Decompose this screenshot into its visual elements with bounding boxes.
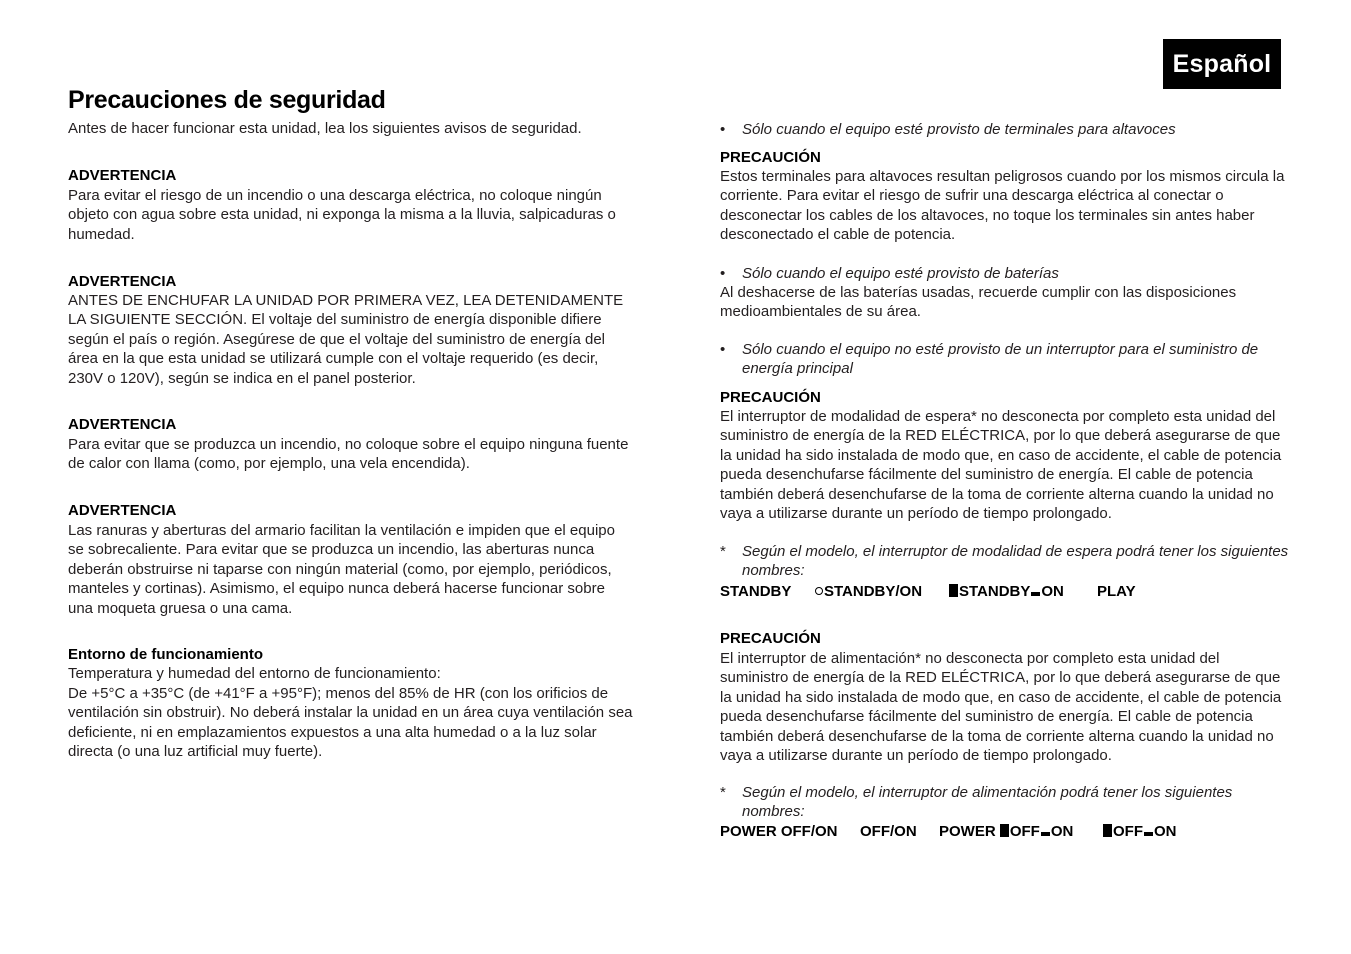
release-bar-icon bbox=[1031, 592, 1040, 596]
caution-body-1: Estos terminales para altavoces resultan peligrosos cuando por los mismos circula la corriente. Para evitar el riesgo de sufrir una descarga eléctrica al conectar o desconectar los cables de los altavoces, no toque los terminales sin antes haber desconectado el cable de potencia. bbox=[720, 168, 1285, 244]
label-off-on: OFF/ON bbox=[860, 823, 917, 840]
intro-text: Antes de hacer funcionar esta unidad, lea los siguientes avisos de seguridad. bbox=[68, 120, 582, 137]
environment-body: De +5°C a +35°C (de +41°F a +95°F); menos del 85% de HR (con los orificios de ventilación sin obstruir). No deberá instalar la unidad en un área cuya ventilación sea deficiente, ni en emplazamientos expuestos a una alta humedad o a la luz solar directa (o una luz artificial muy fuerte). bbox=[68, 685, 633, 761]
caution-body-3: El interruptor de alimentación* no desconecta por completo esta unidad del suministro de energía de la RED ELÉCTRICA, por lo que deberá asegurarse de que la unidad ha sido instalada de modo que, en caso de accidente, el cable de potencia pueda desenchufarse fácilmente del suministro de energía. El cable de potencia también deberá desenchufarse de la toma de corriente alterna cuando la unidad no vaya a utilizarse durante un período de tiempo prolongado. bbox=[720, 650, 1282, 765]
warning-body-3: Para evitar que se produzca un incendio, no coloque sobre el equipo ninguna fuente de calor con llama (como, por ejemplo, una vela encendida). bbox=[68, 436, 629, 473]
warning-heading-1: ADVERTENCIA bbox=[68, 167, 177, 184]
environment-intro: Temperatura y humedad del entorno de funcionamiento: bbox=[68, 665, 441, 682]
push-block-icon bbox=[1000, 824, 1009, 837]
warning-body-1: Para evitar el riesgo de un incendio o una descarga eléctrica, no coloque ningún objeto con agua sobre esta unidad, ni exponga la misma a la lluvia, salpicaduras o humedad. bbox=[68, 187, 616, 243]
asterisk-mark: * bbox=[720, 543, 726, 560]
environment-heading: Entorno de funcionamiento bbox=[68, 646, 263, 663]
warning-body-2: ANTES DE ENCHUFAR LA UNIDAD POR PRIMERA VEZ, LEA DETENIDAMENTE LA SIGUIENTE SECCIÓN. El voltaje del suministro de energía disponible difiere según el país o región. Asegúrese de que el voltaje del suministro de energía del área en la que esta unidad se utilizará cumple con el voltaje requerido (es decir, 230V o 120V), según se indica en el panel posterior. bbox=[68, 292, 624, 387]
note-speaker-terminals: • Sólo cuando el equipo esté provisto de terminales para altavoces bbox=[720, 121, 1176, 138]
label-standby-on-circle: STANDBY/ON bbox=[815, 582, 922, 601]
release-bar-icon bbox=[1041, 832, 1050, 836]
label-standby-block-on: STANDBY ON bbox=[949, 582, 1064, 601]
footnote-power: * Según el modelo, el interruptor de alimentación podrá tener los siguientes nombres: bbox=[720, 784, 1233, 821]
warning-heading-2: ADVERTENCIA bbox=[68, 273, 177, 290]
warning-heading-4: ADVERTENCIA bbox=[68, 502, 177, 519]
release-bar-icon bbox=[1144, 832, 1153, 836]
label-power-off-on: POWER OFF/ON bbox=[720, 823, 838, 840]
warning-body-4: Las ranuras y aberturas del armario facilitan la ventilación e impiden que el equipo se sobrecaliente. Para evitar que se produzca un incendio, las aberturas nunca deberán obstruirse ni taparse con ningún material (como, por ejemplo, periódicos, manteles y cortinas). Asimismo, el equipo nunca deberá hacerse funcionar sobre una moqueta gruesa o una cama. bbox=[68, 522, 615, 617]
caution-heading-3: PRECAUCIÓN bbox=[720, 630, 821, 647]
page-title: Precauciones de seguridad bbox=[68, 86, 386, 114]
caution-body-2: El interruptor de modalidad de espera* no desconecta por completo esta unidad del suministro de energía de la RED ELÉCTRICA, por lo que deberá asegurarse de que la unidad ha sido instalada de modo que, en caso de accidente, el cable de potencia pueda desenchufarse fácilmente del suministro de energía. El cable de potencia también deberá desenchufarse de la toma de corriente alterna cuando la unidad no vaya a utilizarse durante un período de tiempo prolongado. bbox=[720, 408, 1282, 523]
bullet-mark: • bbox=[720, 121, 726, 138]
standby-circle-icon bbox=[815, 587, 823, 595]
note-no-main-switch: • Sólo cuando el equipo no esté provisto de un interruptor para el suministro de energía principal bbox=[720, 341, 1259, 378]
label-block-off-on: OFF ON bbox=[1103, 822, 1177, 841]
standby-labels bbox=[720, 582, 1286, 601]
asterisk-mark: * bbox=[720, 784, 726, 801]
push-block-icon bbox=[1103, 824, 1112, 837]
language-tab: Español bbox=[1163, 39, 1281, 89]
warning-heading-3: ADVERTENCIA bbox=[68, 416, 177, 433]
footnote-standby: * Según el modelo, el interruptor de modalidad de espera podrá tener los siguientes nombres: bbox=[720, 543, 1289, 580]
battery-body: Al deshacerse de las baterías usadas, recuerde cumplir con las disposiciones medioambientales de su área. bbox=[720, 284, 1237, 321]
label-standby: STANDBY bbox=[720, 583, 792, 600]
caution-heading-2: PRECAUCIÓN bbox=[720, 389, 821, 406]
bullet-mark: • bbox=[720, 265, 726, 282]
bullet-mark: • bbox=[720, 341, 726, 358]
caution-heading-1: PRECAUCIÓN bbox=[720, 149, 821, 166]
label-play: PLAY bbox=[1097, 583, 1136, 600]
push-block-icon bbox=[949, 584, 958, 597]
note-batteries: • Sólo cuando el equipo esté provisto de baterías bbox=[720, 265, 1059, 282]
label-power-block-off-on: POWER OFF ON bbox=[939, 823, 1074, 840]
power-labels bbox=[720, 822, 1286, 841]
